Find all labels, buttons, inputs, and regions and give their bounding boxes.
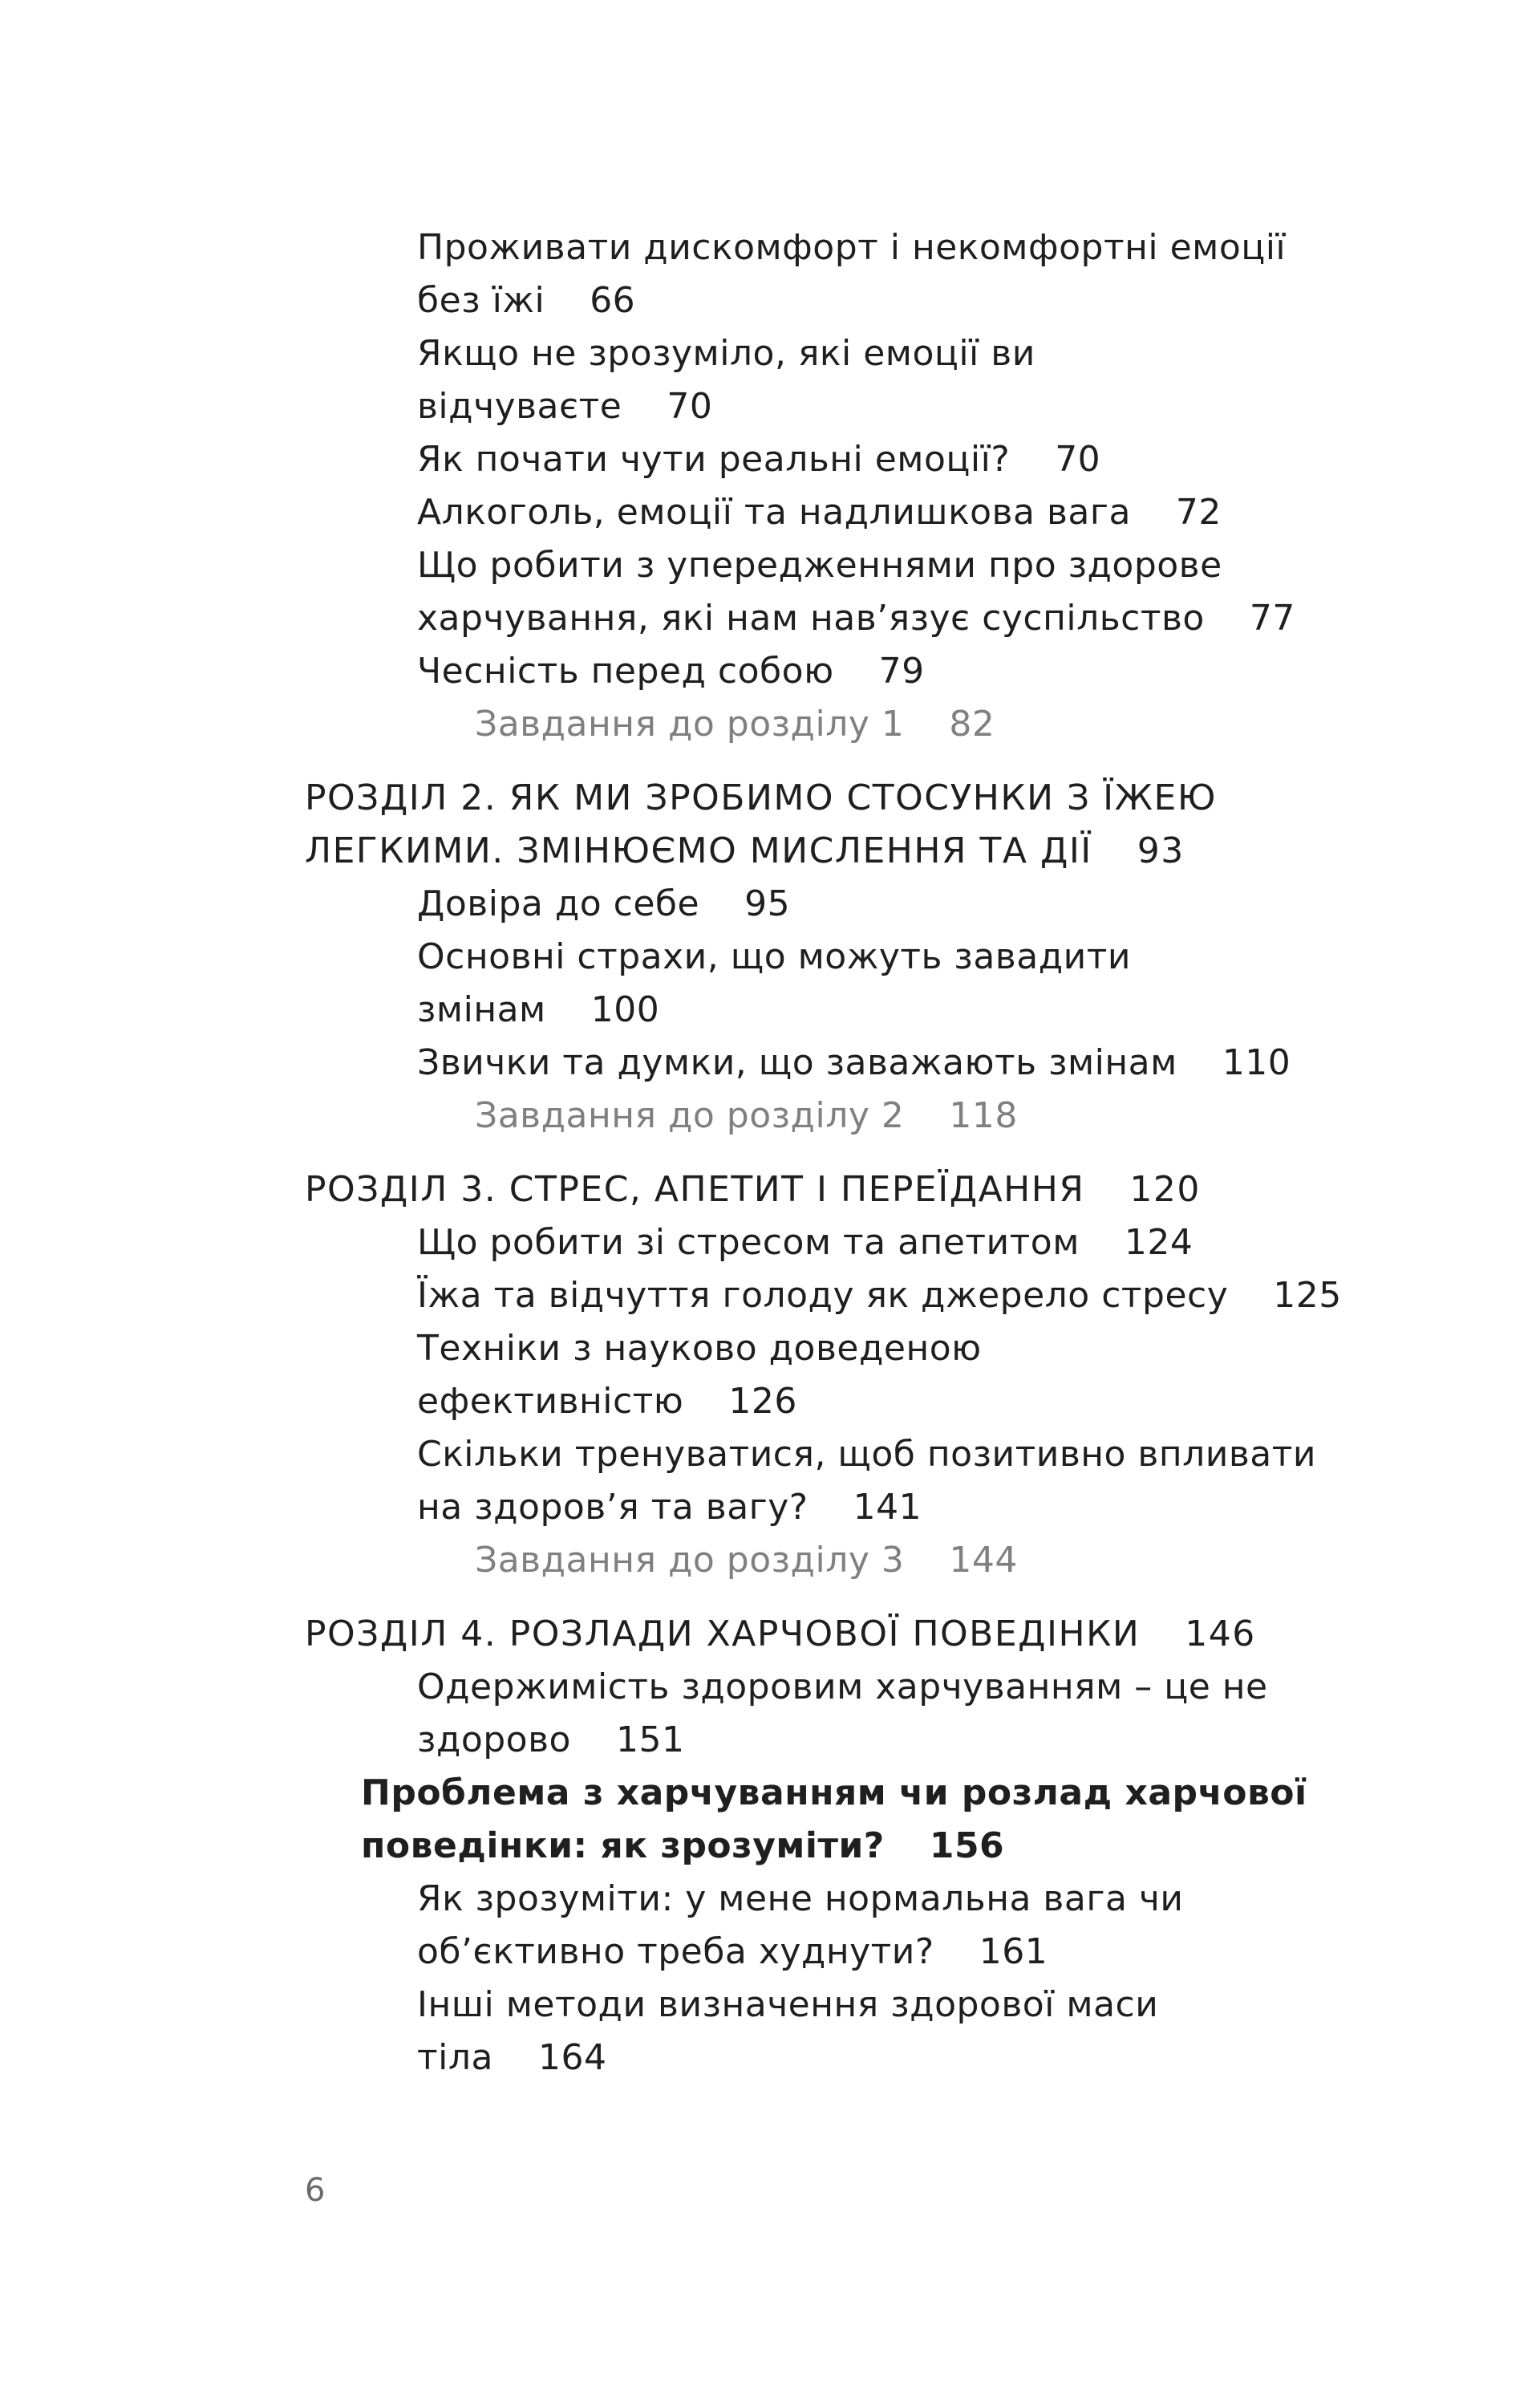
toc-entry [417, 1979, 1158, 2032]
toc-entry [417, 878, 790, 931]
toc-entry-title: Довіра до себе [417, 883, 700, 924]
toc-entry-title: поведінки: як зрозуміти? [361, 1825, 885, 1866]
toc-entry-title: здорово [417, 1719, 571, 1760]
toc-entry-title: Техніки з науково доведеною [417, 1328, 982, 1369]
toc-page-number: 141 [853, 1487, 922, 1528]
toc-entry-title: Скільки тренуватися, щоб позитивно впливати [417, 1434, 1316, 1475]
toc-entry-title: РОЗДІЛ 4. РОЗЛАДИ ХАРЧОВОЇ ПОВЕДІНКИ [305, 1614, 1141, 1654]
toc-entry-title: на здоров’я та вагу? [417, 1487, 808, 1528]
toc-page-number: 72 [1175, 492, 1222, 533]
toc-page-number: 82 [949, 704, 995, 745]
toc-entry-title: Що робити з упередженнями про здорове [417, 545, 1222, 586]
toc-entry [417, 1428, 1316, 1481]
toc-entry [417, 2032, 606, 2084]
toc-entry-title: без їжі [417, 280, 545, 321]
toc-entry-title: Що робити зі стресом та апетитом [417, 1222, 1080, 1263]
toc-entry [417, 592, 1295, 645]
toc-entry [417, 1322, 982, 1375]
toc-entry [417, 1269, 1342, 1322]
toc-bold-entry [361, 1820, 1004, 1873]
toc-task-entry [475, 1090, 1018, 1143]
toc-page-number: 156 [929, 1825, 1005, 1866]
toc-entry-title: Завдання до розділу 3 [475, 1540, 905, 1581]
toc-entry-title: харчування, які нам нав’язує суспільство [417, 598, 1205, 639]
toc-entry-title: ефективністю [417, 1381, 684, 1422]
toc-entry-title: Їжа та відчуття голоду як джерело стресу [417, 1275, 1229, 1316]
toc-bold-entry [361, 1767, 1307, 1820]
toc-entry-title: Чесність перед собою [417, 651, 834, 692]
toc-page-number: 164 [537, 2037, 607, 2078]
toc-page-number: 100 [590, 989, 660, 1030]
toc-page-number: 70 [1055, 439, 1101, 480]
toc-entry-title: Проблема з харчуванням чи розлад харчової [361, 1772, 1307, 1813]
toc-page-number: 146 [1185, 1614, 1256, 1654]
toc-chapter-heading [305, 772, 1217, 825]
toc-entry [417, 1037, 1291, 1090]
toc-entry [417, 645, 925, 698]
toc-entry [417, 1926, 1048, 1979]
toc-page-number: 110 [1222, 1042, 1291, 1083]
toc-entry [417, 539, 1222, 592]
toc-entry-title: Проживати дискомфорт і некомфортні емоції [417, 227, 1287, 268]
toc-page-number: 124 [1124, 1222, 1194, 1263]
toc-page-number: 144 [949, 1540, 1018, 1581]
toc-entry-title: Як зрозуміти: у мене нормальна вага чи [417, 1878, 1184, 1919]
toc-page-number: 161 [979, 1931, 1048, 1972]
toc-entry [417, 274, 635, 327]
toc-entry-title: змінам [417, 989, 546, 1030]
toc-page-number: 125 [1273, 1275, 1342, 1316]
toc-entry-title: РОЗДІЛ 3. СТРЕС, АПЕТИТ І ПЕРЕЇДАННЯ [305, 1169, 1085, 1210]
toc-entry [417, 1661, 1268, 1714]
toc-task-entry [475, 698, 995, 751]
toc-entry-title: Завдання до розділу 1 [475, 704, 905, 745]
toc-task-entry [475, 1534, 1018, 1587]
toc-page-number: 120 [1129, 1169, 1201, 1210]
toc-entry-title: Інші методи визначення здорової маси [417, 1984, 1159, 2025]
toc-page-number: 77 [1249, 598, 1295, 639]
toc-entry-title: Звички та думки, що заважають змінам [417, 1042, 1177, 1083]
toc-entry [417, 327, 1035, 380]
toc-page-number: 93 [1137, 830, 1185, 871]
toc-entry [417, 1873, 1183, 1926]
toc-entry [417, 380, 712, 433]
toc-chapter-heading [305, 825, 1185, 878]
toc-entry [417, 486, 1222, 539]
toc-entry [417, 1216, 1193, 1269]
toc-entry-title: тіла [417, 2037, 493, 2078]
page-number-folio: 6 [305, 2172, 326, 2209]
toc-entry [417, 1714, 684, 1767]
toc-chapter-heading [305, 1608, 1256, 1661]
toc-entry [417, 433, 1100, 486]
toc-page-number: 79 [878, 651, 925, 692]
toc-entry-title: Як почати чути реальні емоції? [417, 439, 1011, 480]
toc-entry [417, 931, 1131, 984]
toc-entry-title: Алкоголь, емоції та надлишкова вага [417, 492, 1131, 533]
toc-entry [417, 1481, 922, 1534]
toc-page-number: 118 [949, 1095, 1018, 1136]
toc-page-number: 95 [744, 883, 791, 924]
toc-entry [417, 221, 1286, 274]
toc-entry-title: РОЗДІЛ 2. ЯК МИ ЗРОБИМО СТОСУНКИ З ЇЖЕЮ [305, 777, 1217, 818]
toc-entry [417, 1375, 797, 1428]
toc-entry-title: об’єктивно треба худнути? [417, 1931, 934, 1972]
toc-chapter-heading [305, 1163, 1201, 1216]
toc-entry-title: ЛЕГКИМИ. ЗМІНЮЄМО МИСЛЕННЯ ТА ДІЇ [305, 830, 1092, 871]
toc-entry-title: Завдання до розділу 2 [475, 1095, 905, 1136]
toc-page-number: 151 [615, 1719, 685, 1760]
toc-entry-title: Одержимість здоровим харчуванням – це не [417, 1666, 1268, 1707]
toc-entry-title: відчуваєте [417, 386, 622, 427]
toc-page-number: 126 [728, 1381, 797, 1422]
toc-page-number: 66 [590, 280, 636, 321]
toc-entry-title: Основні страхи, що можуть завадити [417, 936, 1131, 977]
toc-entry [417, 984, 659, 1037]
toc-page-number: 70 [667, 386, 713, 427]
toc-entry-title: Якщо не зрозуміло, які емоції ви [417, 333, 1035, 374]
